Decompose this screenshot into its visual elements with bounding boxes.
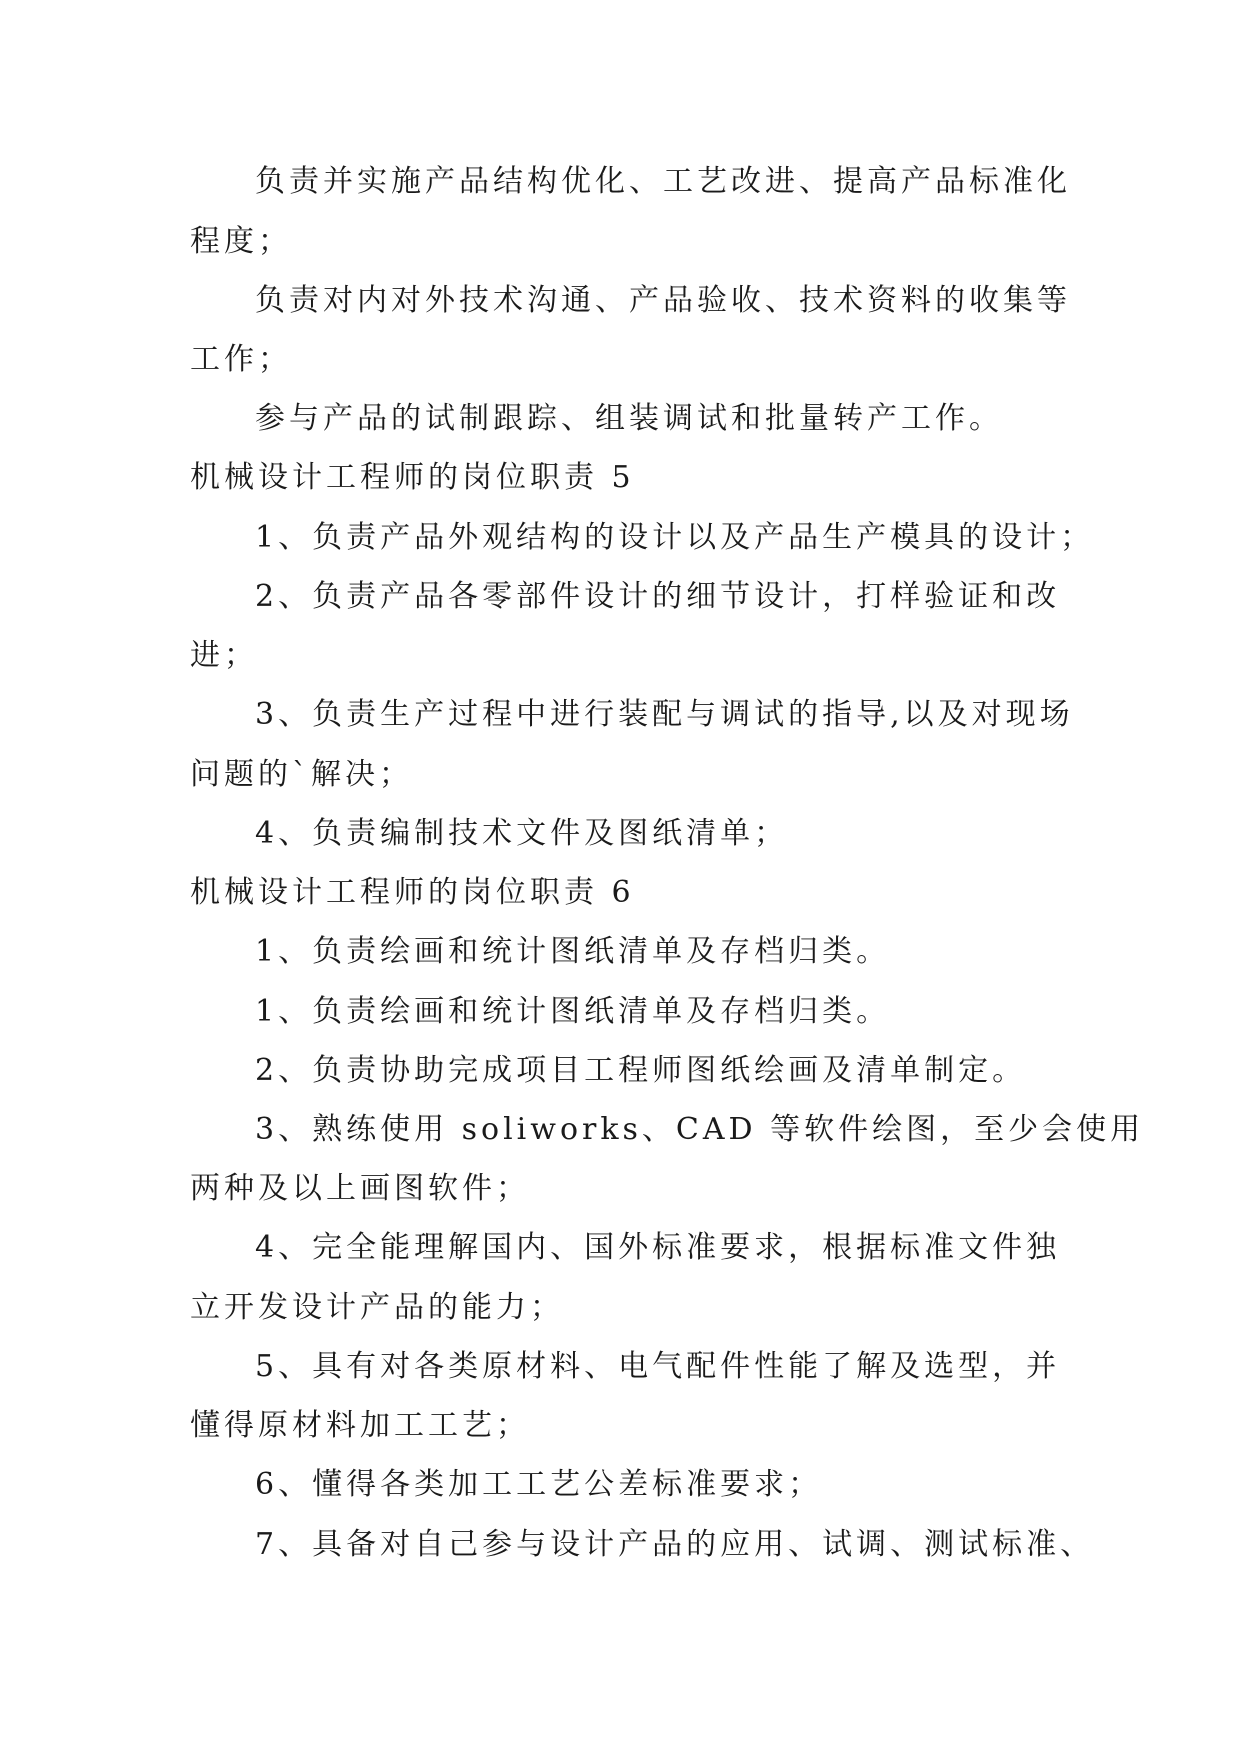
list-item-continuation: 问题的`解决； [190, 757, 413, 792]
list-item-continuation: 立开发设计产品的能力； [190, 1290, 564, 1325]
section-heading: 机械设计工程师的岗位职责 6 [190, 875, 635, 910]
list-item: 7、具备对自己参与设计产品的应用、试调、测试标准、 [255, 1527, 1095, 1562]
list-item: 2、负责协助完成项目工程师图纸绘画及清单制定。 [255, 1053, 1027, 1088]
list-item: 2、负责产品各零部件设计的细节设计，打样验证和改 [255, 579, 1061, 614]
list-item-continuation: 进； [190, 638, 258, 673]
list-item: 6、懂得各类加工工艺公差标准要求； [255, 1467, 823, 1502]
list-item: 1、负责产品外观结构的设计以及产品生产模具的设计； [255, 520, 1095, 555]
list-item: 3、负责生产过程中进行装配与调试的指导,以及对现场 [255, 697, 1074, 732]
paragraph-line: 负责对内对外技术沟通、产品验收、技术资料的收集等 [255, 283, 1071, 318]
list-item-continuation: 懂得原材料加工工艺； [190, 1408, 530, 1443]
list-item: 4、完全能理解国内、国外标准要求，根据标准文件独 [255, 1230, 1061, 1265]
list-item-continuation: 两种及以上画图软件； [190, 1171, 530, 1206]
list-item: 5、具有对各类原材料、电气配件性能了解及选型，并 [255, 1349, 1061, 1384]
paragraph-line: 参与产品的试制跟踪、组装调试和批量转产工作。 [255, 401, 1003, 436]
section-heading: 机械设计工程师的岗位职责 5 [190, 460, 635, 495]
list-item: 3、熟练使用 soliworks、CAD 等软件绘图，至少会使用 [255, 1112, 1145, 1147]
list-item: 1、负责绘画和统计图纸清单及存档归类。 [255, 934, 891, 969]
paragraph-line: 工作； [190, 342, 292, 377]
list-item: 4、负责编制技术文件及图纸清单； [255, 816, 789, 851]
list-item: 1、负责绘画和统计图纸清单及存档归类。 [255, 994, 891, 1029]
paragraph-line: 程度； [190, 224, 292, 259]
paragraph-line: 负责并实施产品结构优化、工艺改进、提高产品标准化 [255, 164, 1071, 199]
